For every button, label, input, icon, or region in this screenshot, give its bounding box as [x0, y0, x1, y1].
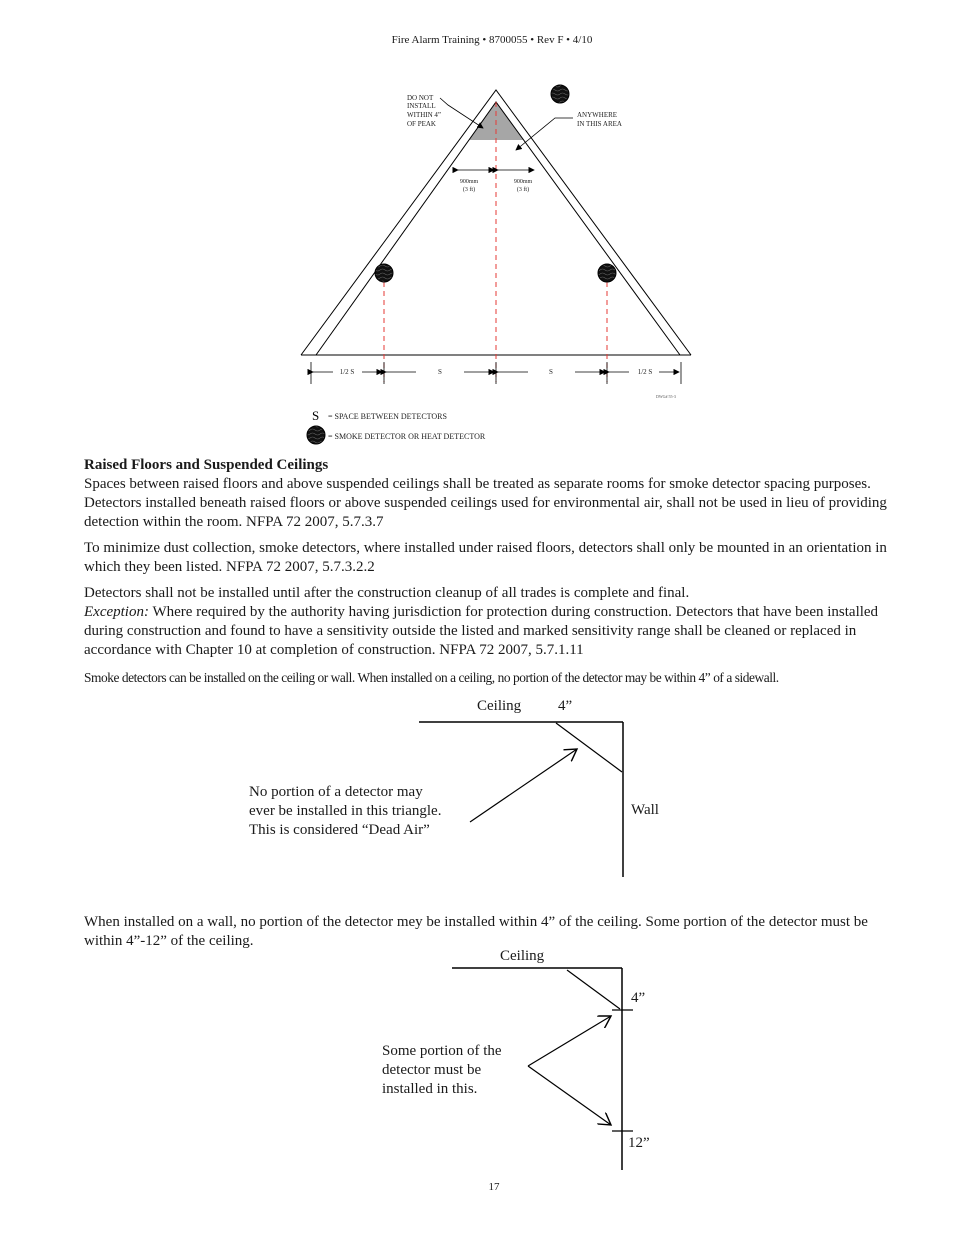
- area-note-line: IN THIS AREA: [577, 120, 622, 128]
- peak-note-line: DO NOT: [407, 94, 434, 102]
- zone-arrow-bottom: [528, 1066, 611, 1125]
- drawing-id: DWG# 55-3: [656, 394, 676, 399]
- detector-icon: [598, 264, 616, 282]
- dist-right-sub: (3 ft): [516, 187, 530, 193]
- fig3-dim-top: 4”: [631, 990, 646, 1006]
- section-title: Raised Floors and Suspended Ceilings: [84, 457, 329, 473]
- fig2-note: [249, 783, 441, 840]
- fig2-note-line: No portion of a detector may: [249, 784, 423, 800]
- fig3-ceiling-label: Ceiling: [500, 948, 545, 964]
- peak-note-line: WITHIN 4”: [407, 111, 442, 119]
- dim-label: S: [438, 368, 442, 376]
- wall-install-paragraph: When installed on a wall, no portion of the detector mey be installed within 4” of the ceiling. Some portion of the detector must be within 4”-12” of the ceiling.: [84, 914, 868, 949]
- fig3-dim-bottom: 12”: [628, 1135, 650, 1151]
- fig2-note-line: ever be installed in this triangle.: [249, 803, 442, 819]
- fig3-note-line: Some portion of the: [382, 1043, 502, 1059]
- page-header: Fire Alarm Training • 8700055 • Rev F • 4/10: [391, 34, 593, 46]
- section-text: [84, 456, 902, 687]
- paragraph: To minimize dust collection, smoke detectors, where installed under raised floors, detectors shall only be mounted in an orientation in which they been listed. NFPA 72 2007, 5.7.3.2.2: [84, 540, 887, 575]
- paragraph: Spaces between raised floors and above suspended ceilings shall be treated as separate rooms for smoke detector spacing purposes. Detectors installed beneath raised floors or above suspended ceilings used for environmental air, shall not be used in lieu of providing detection within the room. NFPA 72 2007, 5.7.3.7: [84, 476, 887, 530]
- detector-icon: [551, 85, 569, 103]
- detector-icon: [375, 264, 393, 282]
- paragraph: Smoke detectors can be installed on the ceiling or wall. When installed on a ceiling, no portion of the detector may be within 4” of a sidewall.: [84, 670, 779, 685]
- dist-left-sub: (3 ft): [462, 187, 476, 193]
- legend-detector-icon: [307, 426, 325, 444]
- legend-s-symbol: S: [312, 408, 320, 423]
- ceiling-zone-line: [567, 970, 620, 1009]
- dead-air-hypotenuse: [556, 723, 622, 772]
- peak-note-line: OF PEAK: [407, 120, 436, 128]
- fig2-note-line: This is considered “Dead Air”: [249, 822, 430, 838]
- dist-right-label: 900mm: [513, 179, 533, 185]
- legend-detector-text: = SMOKE DETECTOR OR HEAT DETECTOR: [328, 432, 486, 441]
- dim-label: 1/2 S: [637, 368, 653, 376]
- exception-text: Where required by the authority having jurisdiction for protection during construction. Detectors that have been installed during construction and found to have a sensitivity outside the listed and marked sensitivity range shall be cleaned or replaced in accordance with Chapter 10 at completion of construction. NFPA 72 2007, 5.7.1.11: [84, 604, 879, 658]
- area-note-leader: [516, 118, 573, 150]
- peak-note-leader: [440, 98, 483, 128]
- exception-paragraph: [84, 603, 902, 660]
- fig2-dim-label: 4”: [558, 698, 573, 714]
- peaked-ceiling-diagram: [0, 0, 954, 450]
- zone-arrow-top: [528, 1016, 611, 1066]
- paragraph: Detectors shall not be installed until after the construction cleanup of all trades is complete and final.: [84, 585, 690, 601]
- fig3-note: [382, 1042, 502, 1099]
- exception-label: Exception:: [84, 604, 149, 620]
- fig2-ceiling-label: Ceiling: [477, 698, 522, 714]
- fig3-note-line: installed in this.: [382, 1081, 478, 1097]
- fig3-note-line: detector must be: [382, 1062, 482, 1078]
- dist-left-label: 900mm: [459, 179, 479, 185]
- dim-label: S: [549, 368, 553, 376]
- peak-note-line: INSTALL: [407, 102, 436, 110]
- spacing-dimensions: [311, 362, 681, 384]
- fig2-wall-label: Wall: [631, 802, 659, 818]
- dead-air-arrow: [470, 749, 577, 822]
- area-note-line: ANYWHERE: [577, 111, 618, 119]
- legend-s-text: = SPACE BETWEEN DETECTORS: [328, 412, 447, 421]
- dim-label: 1/2 S: [339, 368, 355, 376]
- page-number: 17: [488, 1181, 500, 1193]
